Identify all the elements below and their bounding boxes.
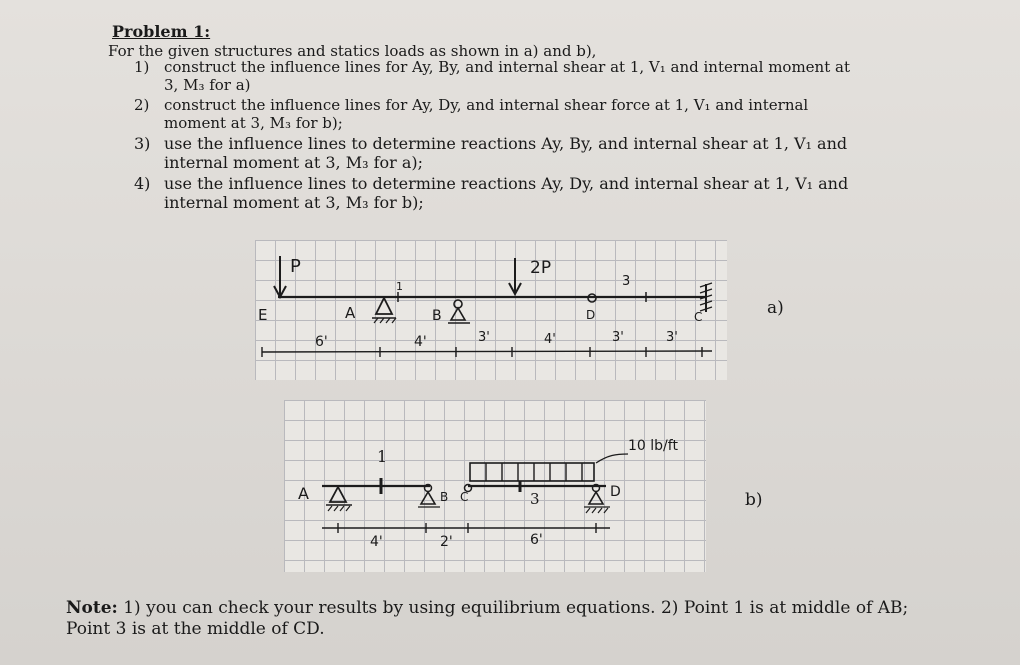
task-number: 1): [134, 58, 150, 76]
task-text: construct the influence lines for Ay, Dy, and internal shear force at 1, V₁ and internal moment at 3, M₃ for b);: [164, 96, 809, 132]
label-point-c: C: [460, 490, 469, 504]
task-text: construct the influence lines for Ay, By, and internal shear at 1, V₁ and internal moment at 3, M₃ for a): [164, 58, 850, 94]
label-load-2p: 2P: [530, 258, 552, 278]
label-point-1: 1: [396, 280, 403, 293]
label-point-c: C: [694, 310, 703, 324]
dim-label: 4': [544, 332, 556, 347]
label-point-3: 3: [622, 274, 631, 289]
label-point-e: E: [258, 306, 268, 324]
hatch-icon: [328, 506, 350, 511]
figure-b-tag: b): [745, 490, 763, 510]
load-leader-line: [596, 454, 628, 463]
label-point-b: B: [432, 308, 442, 324]
label-load-p: P: [290, 256, 301, 277]
note-text: 1) you can check your results by using equilibrium equations. 2) Point 1 is at middle of AB; Point 3 is at the middle of CD.: [66, 598, 909, 639]
label-point-a: A: [298, 484, 309, 503]
label-point-3: 3: [530, 490, 540, 508]
task-text: use the influence lines to determine reactions Ay, By, and internal shear at 1, V₁ and internal moment at 3, M₃ for a);: [164, 134, 848, 172]
label-point-b: B: [440, 490, 449, 504]
dim-label: 4': [370, 534, 383, 550]
dim-label: 6': [315, 334, 328, 350]
pin-support-icon: [330, 487, 346, 502]
task-text: use the influence lines to determine reactions Ay, Dy, and internal shear at 1, V₁ and internal moment at 3, M₃ for b);: [164, 174, 849, 212]
dim-label: 3': [666, 330, 678, 345]
dim-label: 6': [530, 532, 543, 548]
task-number: 2): [134, 96, 150, 114]
note: [66, 598, 946, 640]
roller-support-icon: [421, 492, 435, 504]
label-point-d: D: [586, 308, 596, 322]
hatch-icon: [586, 508, 608, 513]
distributed-load: [470, 463, 594, 481]
label-load-intensity: 10 lb/ft: [628, 438, 678, 454]
load-arrows-icon: [486, 463, 582, 481]
task-number: 3): [134, 134, 151, 153]
label-point-d: D: [610, 484, 621, 500]
dim-label: 3': [478, 330, 490, 345]
note-label: Note:: [66, 598, 118, 618]
figure-a-tag: a): [767, 298, 784, 318]
dim-label: 4': [414, 334, 427, 350]
problem-title: Problem 1:: [112, 22, 211, 41]
task-number: 4): [134, 174, 151, 193]
dim-label: 3': [612, 330, 624, 345]
dim-label: 2': [440, 534, 453, 550]
label-point-a: A: [345, 304, 356, 322]
problem-intro: For the given structures and statics loads as shown in a) and b),: [108, 42, 597, 60]
label-point-1: 1: [377, 447, 388, 466]
roller-support-icon: [589, 492, 603, 504]
